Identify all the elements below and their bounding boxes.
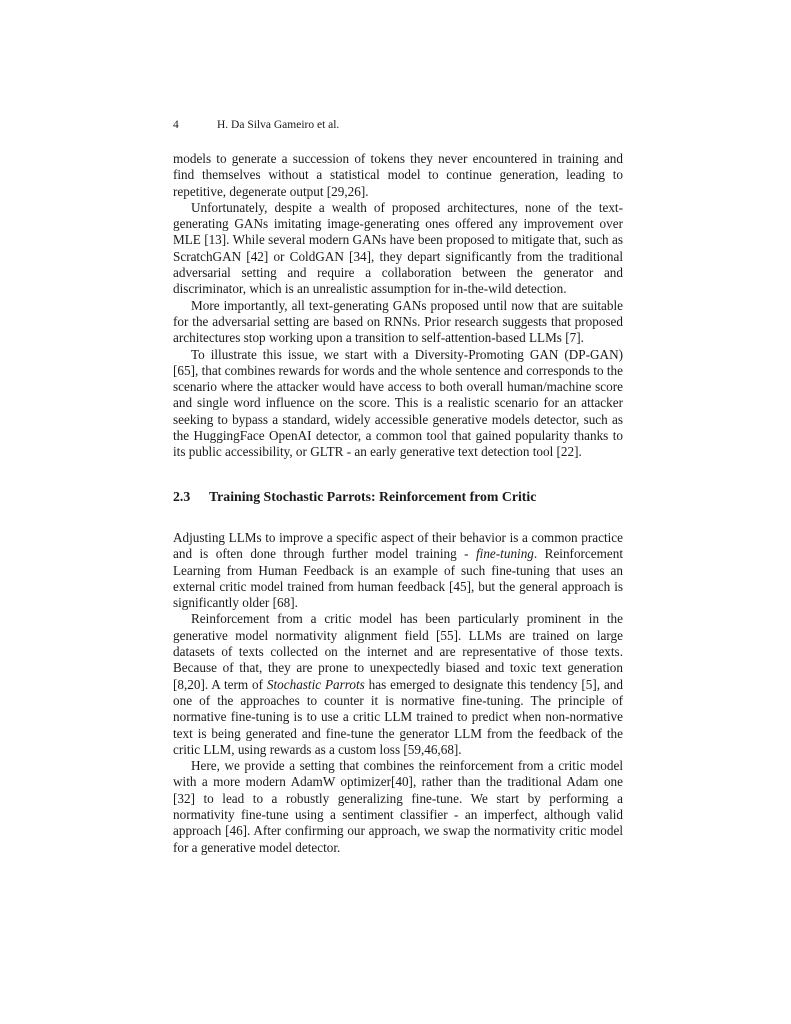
- paragraph-5: [173, 530, 623, 611]
- paragraph-6-text-b: has emerged to designate this tendency [5], and one of the approaches to counter it is normative fine-tuning. The principle of normative fine-tuning is to use a critic LLM trained to predict when non-normative text is being generated and fine-tune the generator LLM from the feedback of the critic LLM, using rewards as a custom loss [59,46,68].: [173, 676, 623, 757]
- section-title: Training Stochastic Parrots: Reinforcement from Critic: [209, 488, 537, 504]
- body-text: [173, 151, 623, 856]
- running-authors: H. Da Silva Gameiro et al.: [217, 119, 340, 131]
- paragraph-5-emphasis: fine-tuning: [476, 546, 534, 562]
- section-number: 2.3: [173, 488, 191, 504]
- section-heading: [173, 489, 623, 505]
- paragraph-7: Here, we provide a setting that combines the reinforcement from a critic model with a more modern AdamW optimizer[40], rather than the traditional Adam one [32] to lead to a robustly generalizing fine-tune. We start by performing a normativity fine-tune using a sentiment classifier - an imperfect, although valid approach [46]. After confirming our approach, we swap the normativity critic model for a generative model detector.: [173, 758, 623, 855]
- page-number: 4: [173, 119, 179, 131]
- paragraph-2: Unfortunately, despite a wealth of proposed architectures, none of the text-generating GANs imitating image-generating ones offered any improvement over MLE [13]. While several modern GANs have been proposed to mitigate that, such as ScratchGAN [42] or ColdGAN [34], they depart significantly from the traditional adversarial setting and require a collaboration between the generator and discriminator, which is an unrealistic assumption for in-the-wild detection.: [173, 199, 623, 297]
- paragraph-6-emphasis: Stochastic Parrots: [266, 676, 365, 692]
- paragraph-6: [173, 611, 623, 758]
- paragraph-5-text-b: . Reinforcement Learning from Human Feedback is an example of such fine-tuning that uses an external critic model trained from human feedback [45], but the general approach is significantly older [68].: [173, 546, 624, 611]
- paragraph-6-text-a: Reinforcement from a critic model has been particularly prominent in the generative model normativity alignment field [55]. LLMs are trained on large datasets of texts collected on the internet and are representative of those texts. Because of that, they are prone to unexpectedly biased and toxic text generation [8,20]. A term of: [173, 611, 623, 692]
- paragraph-4: To illustrate this issue, we start with a Diversity-Promoting GAN (DP-GAN) [65], that combines rewards for words and the whole sentence and corresponds to the scenario where the attacker would have access to both overall human/machine score and single word influence on the score. This is a realistic scenario for an attacker seeking to bypass a standard, widely accessible generative models detector, such as the HuggingFace OpenAI detector, a common tool that gained popularity thanks to its public accessibility, or GLTR - an early generative text detection tool [22].: [173, 346, 623, 460]
- paragraph-3: More importantly, all text-generating GANs proposed until now that are suitable for the adversarial setting are based on RNNs. Prior research suggests that proposed architectures stop working upon a transition to self-attention-based LLMs [7].: [173, 297, 623, 346]
- running-header: [173, 119, 623, 131]
- paragraph-1: models to generate a succession of tokens they never encountered in training and find themselves without a statistical model to continue generation, leading to repetitive, degenerate output [29,26].: [173, 151, 623, 199]
- paragraph-5-text-a: Adjusting LLMs to improve a specific aspect of their behavior is a common practice and is often done through further model training -: [173, 529, 623, 562]
